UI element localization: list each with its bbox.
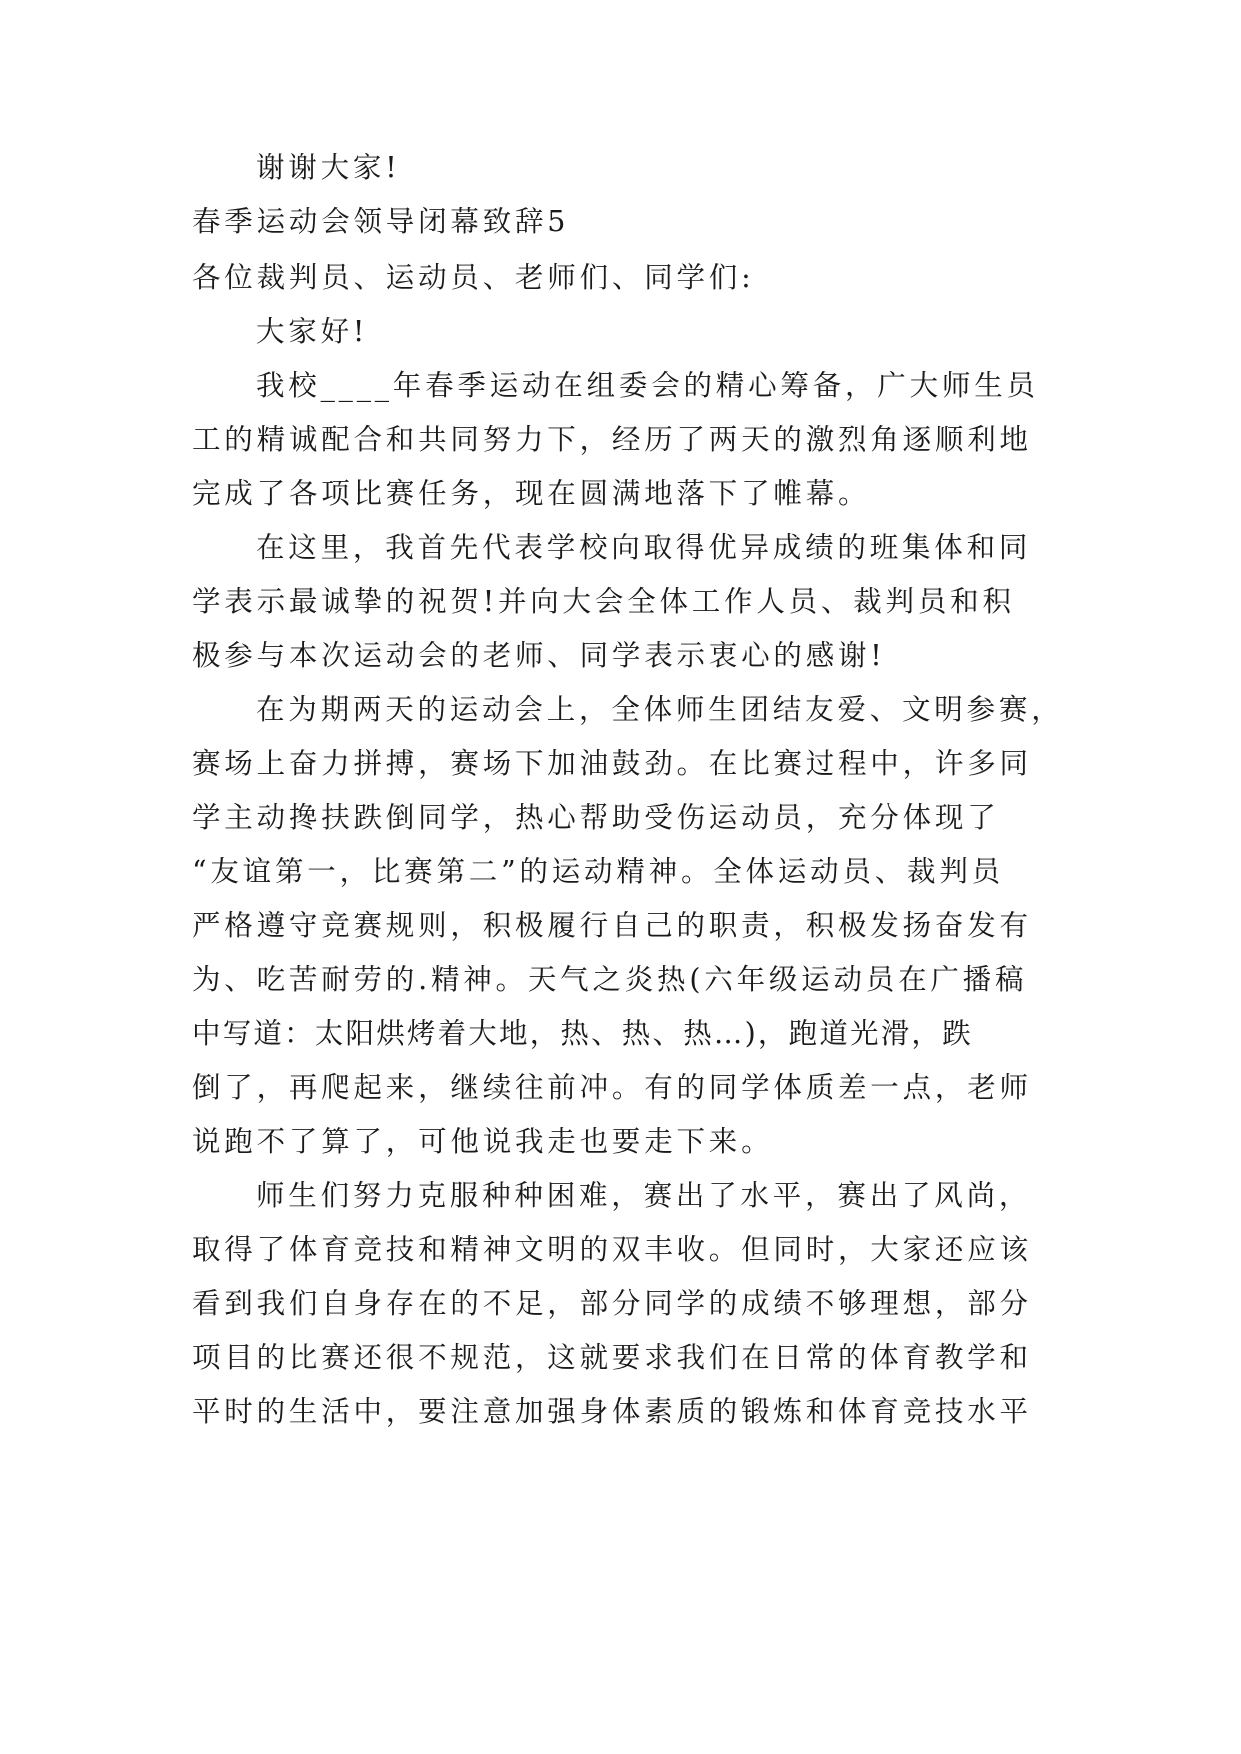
paragraph-3-line: 赛场上奋力拼搏，赛场下加油鼓劲。在比赛过程中，许多同 bbox=[192, 747, 1032, 780]
paragraph-4-line: 师生们努力克服种种困难，赛出了水平，赛出了风尚， bbox=[256, 1179, 1032, 1212]
paragraph-1-line: 完成了各项比赛任务，现在圆满地落下了帷幕。 bbox=[192, 477, 871, 510]
paragraph-3-line: 为、吃苦耐劳的.精神。天气之炎热(六年级运动员在广播稿 bbox=[192, 963, 1028, 996]
section-title: 春季运动会领导闭幕致辞5 bbox=[192, 205, 570, 238]
closing-thanks: 谢谢大家! bbox=[256, 151, 401, 184]
paragraph-3-line: 学主动搀扶跌倒同学，热心帮助受伤运动员，充分体现了 bbox=[192, 801, 1000, 834]
paragraph-4-line: 平时的生活中，要注意加强身体素质的锻炼和体育竞技水平 bbox=[192, 1395, 1032, 1428]
paragraph-3-line: 严格遵守竞赛规则，积极履行自己的职责，积极发扬奋发有 bbox=[192, 909, 1032, 942]
paragraph-4-line: 项目的比赛还很不规范，这就要求我们在日常的体育教学和 bbox=[192, 1341, 1032, 1374]
greeting: 大家好! bbox=[256, 315, 369, 348]
paragraph-4-line: 取得了体育竞技和精神文明的双丰收。但同时，大家还应该 bbox=[192, 1233, 1032, 1266]
paragraph-2-line: 学表示最诚挚的祝贺!并向大会全体工作人员、裁判员和积 bbox=[192, 585, 1015, 618]
paragraph-2-line: 极参与本次运动会的老师、同学表示衷心的感谢! bbox=[192, 639, 886, 672]
paragraph-3-line: 倒了，再爬起来，继续往前冲。有的同学体质差一点，老师 bbox=[192, 1071, 1032, 1104]
salutation: 各位裁判员、运动员、老师们、同学们: bbox=[192, 261, 755, 294]
paragraph-1-line: 工的精诚配合和共同努力下，经历了两天的激烈角逐顺利地 bbox=[192, 423, 1032, 456]
paragraph-4-line: 看到我们自身存在的不足，部分同学的成绩不够理想，部分 bbox=[192, 1287, 1032, 1320]
paragraph-3-line: 在为期两天的运动会上，全体师生团结友爱、文明参赛， bbox=[256, 693, 1064, 726]
paragraph-1-line: 我校____年春季运动在组委会的精心筹备，广大师生员 bbox=[256, 369, 1039, 402]
paragraph-3-line: “友谊第一，比赛第二”的运动精神。全体运动员、裁判员 bbox=[192, 855, 1004, 888]
paragraph-2-line: 在这里，我首先代表学校向取得优异成绩的班集体和同 bbox=[256, 531, 1032, 564]
paragraph-3-line: 中写道：太阳烘烤着大地，热、热、热…)，跑道光滑，跌 bbox=[192, 1017, 973, 1050]
paragraph-3-line: 说跑不了算了，可他说我走也要走下来。 bbox=[192, 1125, 774, 1158]
